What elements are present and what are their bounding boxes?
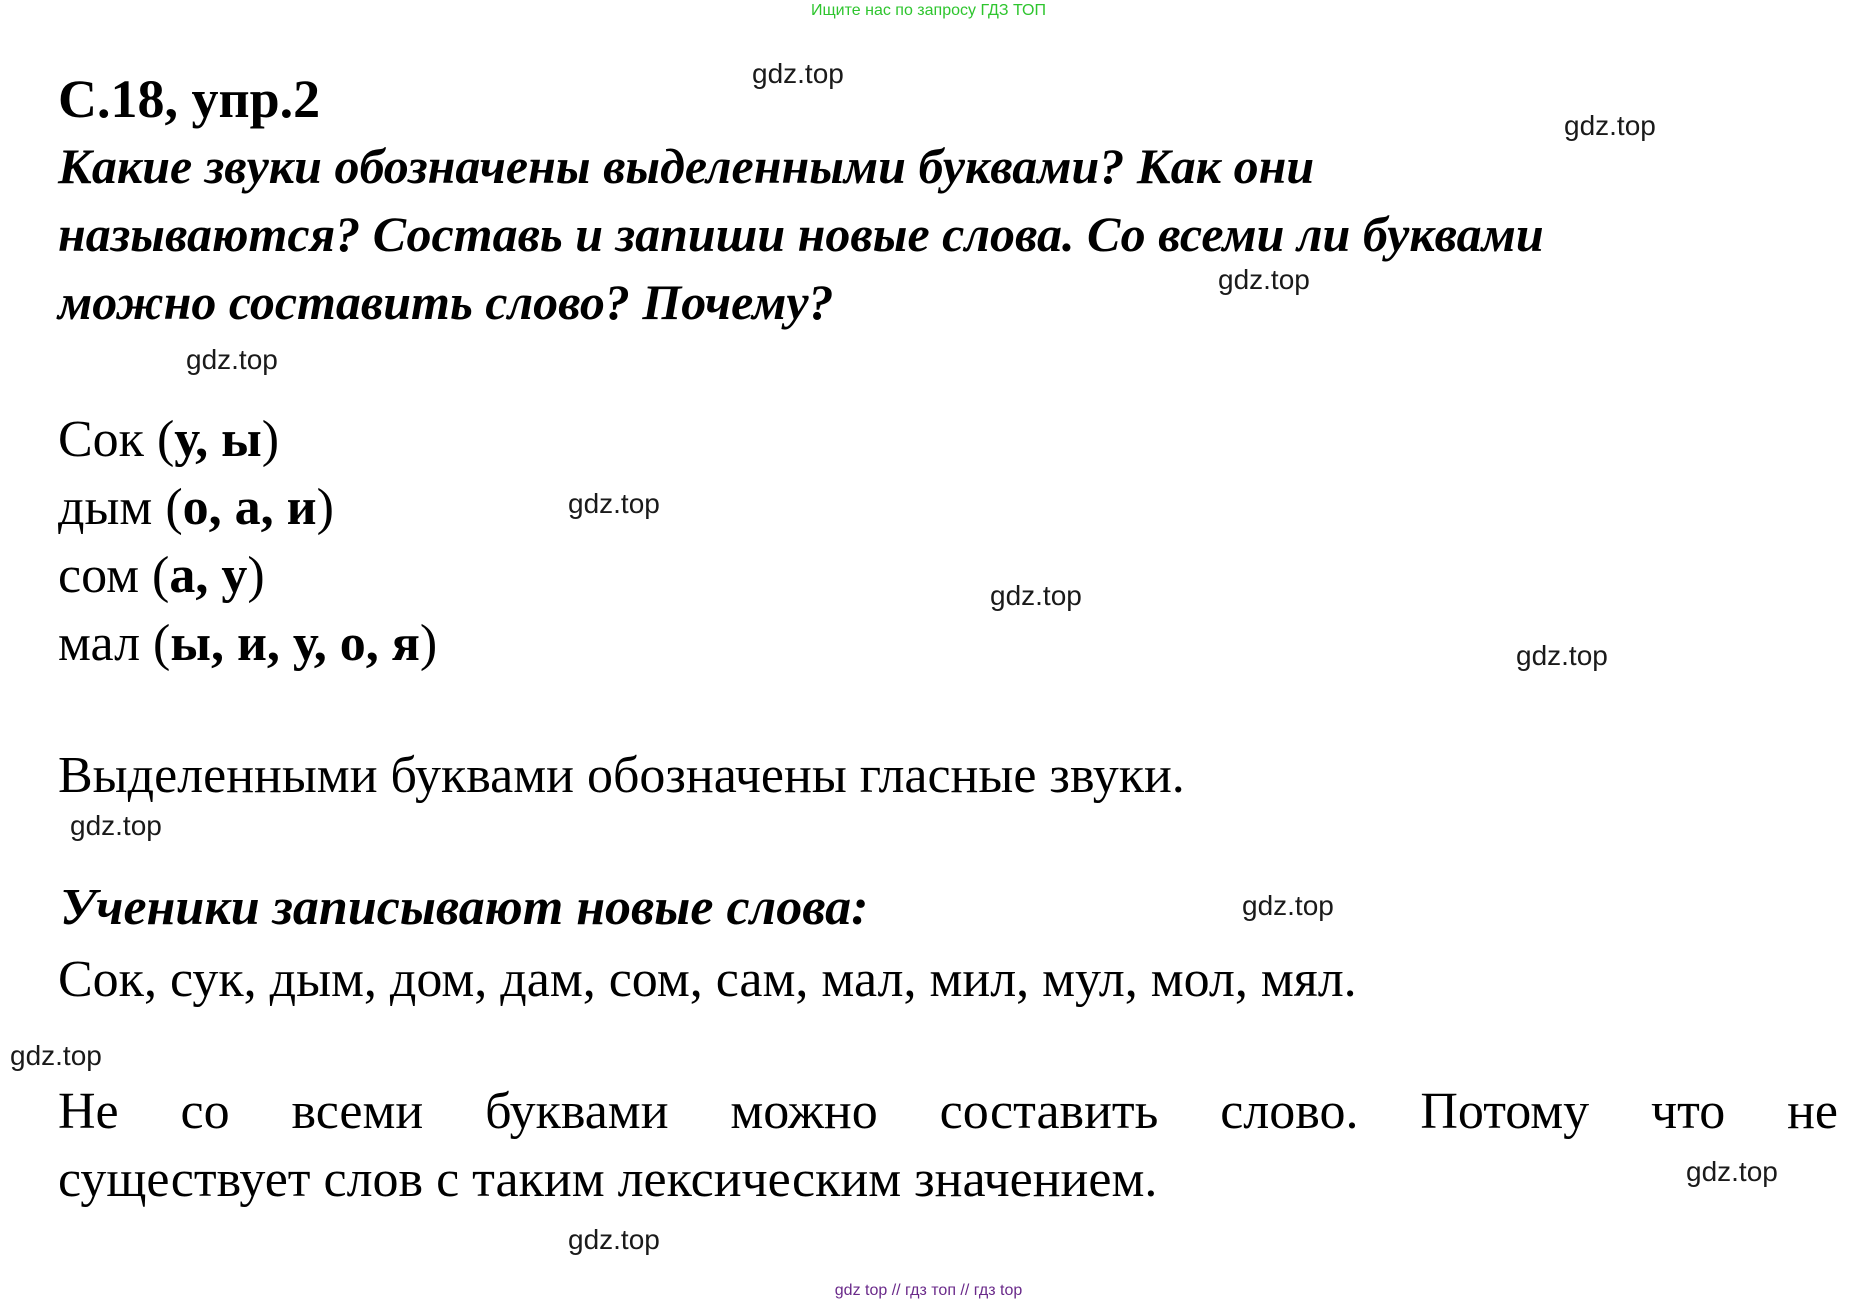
- vowel-letters: а, у: [169, 547, 248, 604]
- task-line: Какие звуки обозначены выделенными буквами? Как они: [58, 138, 1315, 194]
- base-word: сом: [58, 547, 139, 604]
- watermark: gdz.top: [990, 580, 1082, 611]
- watermark: gdz.top: [1218, 264, 1310, 295]
- watermark: gdz.top: [10, 1040, 102, 1071]
- base-word: мал: [58, 615, 141, 672]
- task-statement: [58, 132, 1818, 336]
- bottom-banner: gdz top // гдз топ // гдз top: [834, 1282, 1023, 1299]
- top-banner: Ищите нас по запросу ГДЗ ТОП: [811, 2, 1046, 19]
- watermark: gdz.top: [1242, 890, 1334, 921]
- watermark: gdz.top: [752, 58, 844, 89]
- watermark: gdz.top: [186, 344, 278, 375]
- watermark: gdz.top: [70, 810, 162, 841]
- word-row-som: сом (а, у): [58, 547, 265, 604]
- word-row-mal: мал (ы, и, у, о, я): [58, 615, 438, 672]
- exercise-title: С.18, упр.2: [58, 69, 321, 129]
- word-row-dym: дым (о, а, и): [58, 479, 334, 536]
- conclusion: [58, 1078, 1838, 1214]
- watermark: gdz.top: [568, 1224, 660, 1255]
- watermark: gdz.top: [1564, 110, 1656, 141]
- conclusion-line: Не со всеми буквами можно составить слово. Потому что не: [58, 1083, 1838, 1140]
- watermark: gdz.top: [1516, 640, 1608, 671]
- vowels-statement: Выделенными буквами обозначены гласные звуки.: [58, 747, 1185, 804]
- conclusion-line: существует слов с таким лексическим значением.: [58, 1151, 1158, 1208]
- word-row-sok: Сок (у, ы): [58, 411, 280, 468]
- vowel-letters: у, ы: [174, 411, 262, 468]
- new-words-list: Сок, сук, дым, дом, дам, сом, сам, мал, мил, мул, мол, мял.: [58, 951, 1357, 1008]
- new-words-heading: Ученики записывают новые слова:: [60, 879, 869, 936]
- base-word: Сок: [58, 411, 144, 468]
- vowel-letters: ы, и, у, о, я: [170, 615, 420, 672]
- task-line: можно составить слово? Почему?: [58, 274, 834, 330]
- watermark: gdz.top: [568, 488, 660, 519]
- vowel-letters: о, а, и: [182, 479, 317, 536]
- base-word: дым: [58, 479, 153, 536]
- task-line: называются? Составь и запиши новые слова. Со всеми ли буквами: [58, 206, 1544, 262]
- watermark: gdz.top: [1686, 1156, 1778, 1187]
